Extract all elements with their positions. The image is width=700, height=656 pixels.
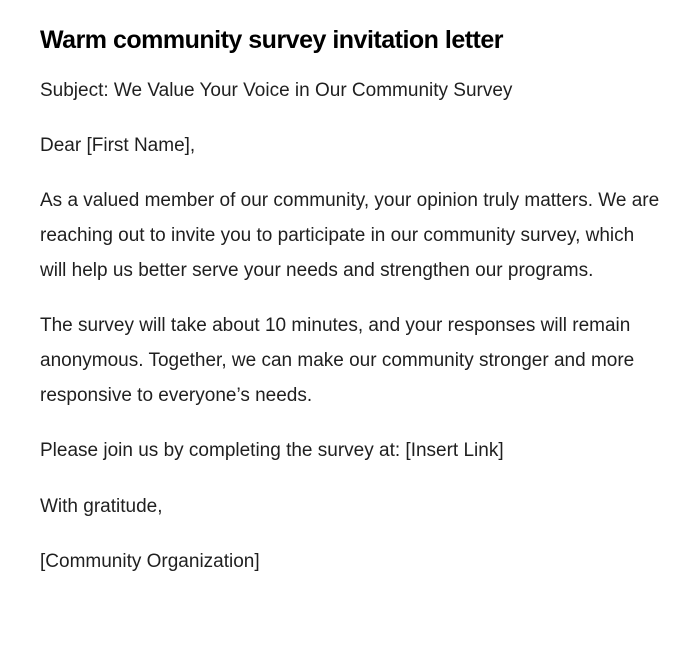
closing-line: With gratitude, xyxy=(40,496,163,517)
greeting-line: Dear [First Name], xyxy=(40,135,196,156)
body-paragraph-1: As a valued member of our community, your opinion truly matters. We are reaching out to invite you to participate in our community survey, which will help us better serve your needs and strengthen our programs. xyxy=(40,190,660,281)
subject-line: Subject: We Value Your Voice in Our Community Survey xyxy=(40,80,513,101)
call-to-action-line: Please join us by completing the survey at: [Insert Link] xyxy=(40,440,504,461)
document-title: Warm community survey invitation letter xyxy=(40,26,504,54)
signature-line: [Community Organization] xyxy=(40,551,260,572)
body-paragraph-2: The survey will take about 10 minutes, and your responses will remain anonymous. Together, we can make our community stronger and more responsive to everyone’s needs. xyxy=(40,315,635,406)
